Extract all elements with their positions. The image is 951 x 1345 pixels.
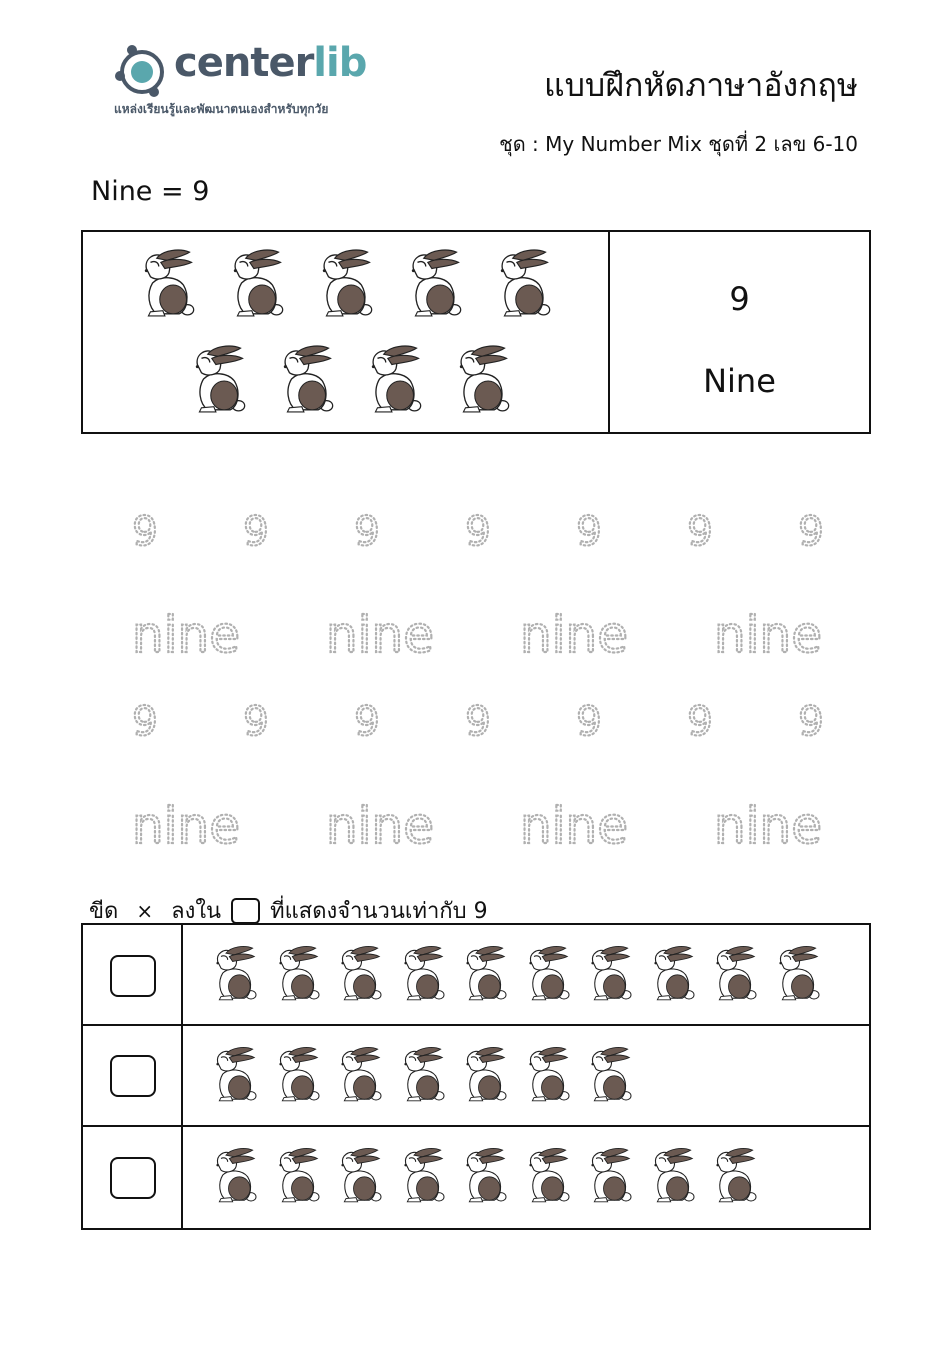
rabbit-icon [399, 1145, 449, 1211]
answer-checkbox-3[interactable] [110, 1157, 156, 1199]
instruction-part2: ลงใน [171, 899, 222, 924]
rabbit-icon [711, 943, 761, 1009]
trace-digit: 9 [798, 699, 824, 745]
rabbit-icon [524, 1145, 574, 1211]
trace-digit: 9 [798, 509, 824, 555]
trace-digit: 9 [687, 509, 713, 555]
checkbox-icon [231, 898, 260, 924]
rabbit-icon [274, 943, 324, 1009]
rabbit-icon [524, 1044, 574, 1110]
trace-word: nine [519, 797, 629, 855]
answer-row-rabbits-2 [183, 1026, 869, 1126]
trace-digit: 9 [132, 509, 158, 555]
instruction-part3: ที่แสดงจำนวนเท่ากับ 9 [270, 899, 488, 924]
rabbit-icon [586, 1044, 636, 1110]
rabbit-icon [774, 943, 824, 1009]
trace-digit: 9 [576, 699, 602, 745]
answer-row-rabbits-1 [183, 925, 869, 1025]
trace-digit: 9 [465, 509, 491, 555]
trace-digit: 9 [243, 509, 269, 555]
worksheet-title: แบบฝึกหัดภาษาอังกฤษ [543, 66, 858, 104]
rabbit-icon [211, 943, 261, 1009]
rabbit-icon [461, 1145, 511, 1211]
panel-word: Nine [703, 362, 776, 400]
answer-checkbox-2[interactable] [110, 1055, 156, 1097]
trace-digit: 9 [687, 699, 713, 745]
rabbit-icon [586, 943, 636, 1009]
number-heading: Nine = 9 [91, 176, 210, 207]
rabbit-icon [649, 943, 699, 1009]
rabbit-icon [399, 943, 449, 1009]
rabbit-icon [274, 1145, 324, 1211]
rabbit-icon [649, 1145, 699, 1211]
trace-digit: 9 [243, 699, 269, 745]
cross-mark-icon: × [136, 898, 154, 923]
trace-digit: 9 [354, 699, 380, 745]
answer-table [81, 923, 871, 1230]
rabbit-icon [461, 943, 511, 1009]
rabbit-icon [211, 1145, 261, 1211]
trace-word: nine [713, 797, 823, 855]
worksheet-subtitle: ชุด : My Number Mix ชุดที่ 2 เลข 6-10 [499, 132, 858, 156]
trace-digit: 9 [465, 699, 491, 745]
rabbit-icon [336, 943, 386, 1009]
rabbit-icon [336, 1044, 386, 1110]
rabbit-icon [711, 1145, 761, 1211]
rabbit-icon [336, 1145, 386, 1211]
answer-row-rabbits-3 [183, 1127, 869, 1227]
rabbit-icon [461, 1044, 511, 1110]
instruction-part1: ขีด [89, 899, 119, 924]
logo-wordmark: centerlib [174, 40, 367, 86]
logo-tagline: แหล่งเรียนรู้และพัฒนาตนเองสำหรับทุกวัย [114, 102, 329, 116]
rabbit-icon [399, 1044, 449, 1110]
rabbit-icon [586, 1145, 636, 1211]
trace-word: nine [519, 606, 629, 664]
trace-digit: 9 [354, 509, 380, 555]
panel-number: 9 [729, 280, 750, 318]
trace-word: nine [325, 797, 435, 855]
trace-word: nine [131, 606, 241, 664]
rabbit-icon [211, 1044, 261, 1110]
trace-word: nine [131, 797, 241, 855]
trace-digit: 9 [132, 699, 158, 745]
trace-word: nine [325, 606, 435, 664]
trace-word: nine [713, 606, 823, 664]
rabbit-icon [274, 1044, 324, 1110]
rabbit-icon [524, 943, 574, 1009]
answer-checkbox-1[interactable] [110, 955, 156, 997]
trace-digit: 9 [576, 509, 602, 555]
